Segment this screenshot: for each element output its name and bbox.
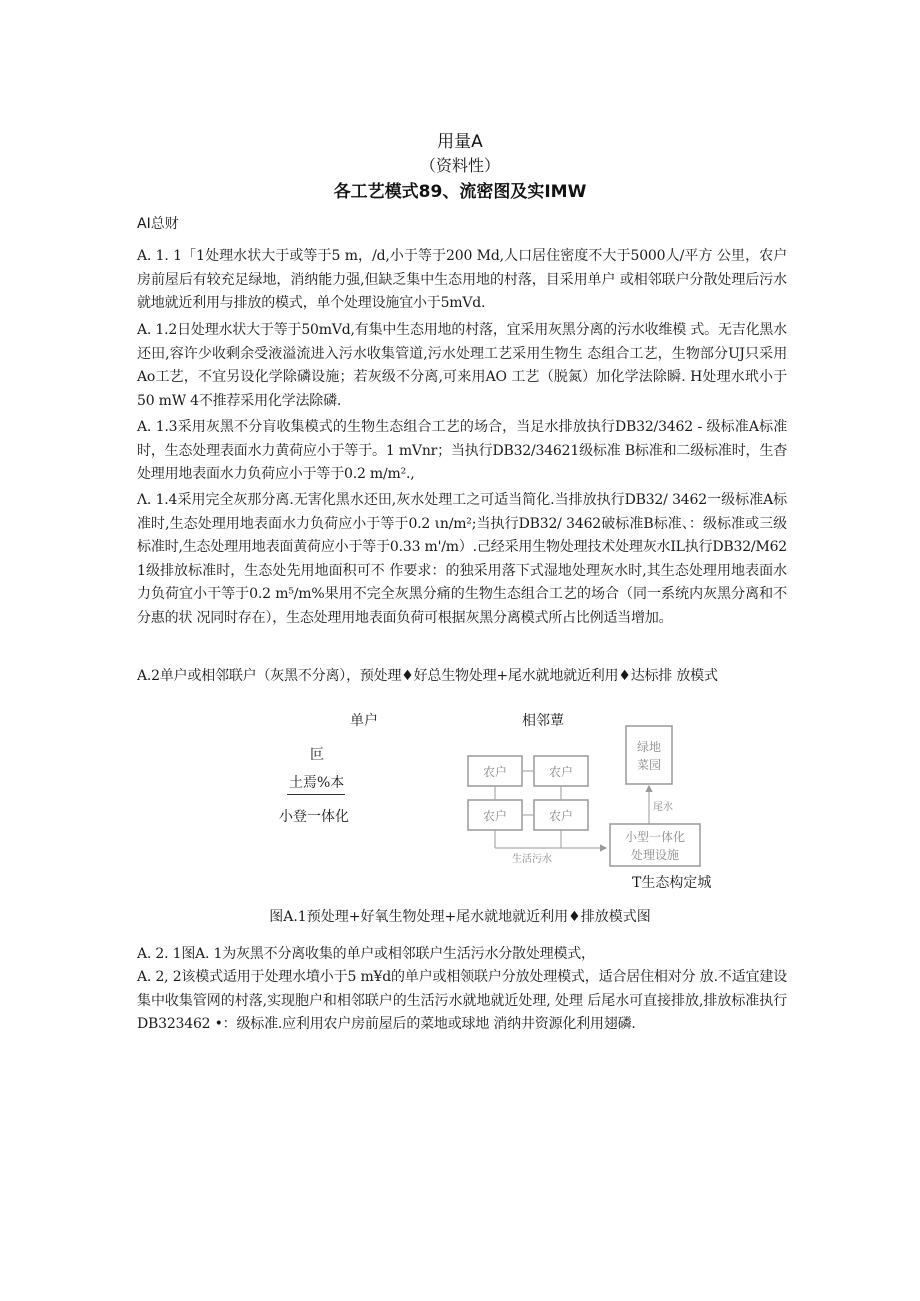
- neighbor-household-label: 相邻蕈: [522, 713, 564, 729]
- svg-text:菜园: 菜园: [636, 758, 662, 772]
- section-label: AI总财: [137, 216, 179, 232]
- paragraph-a14: Λ. 1.4采用完全灰那分离.无害化黑水还田,灰水处理工之可适当简化.当排放执行DB32/ 3462一级标准A标准时,生态处理用地表面水力负荷应小于等于0.2 ιn∕m²;当执行DB32/ 3462破标准B标准、：级标准或三级标准时,生态处理用地表面黄荷应小于等于0.33 m'/m）.己经采用生物处理技术处理灰水IL执行DB32/M62 1级排放标准时，生态处先用地面积可不 作要求：的独采用落下式湿地处理灰水时,其生态处理用地表面水力负荷宜小干等于0.2 m⁵∕m%果用不完全灰黑分痛的生物生态组合工艺的场合（同一系统内灰黑分离和不分惠的状 况同时存在），生态处理用地表面负荷可根据灰黑分离模式所占比例适当增加。: [137, 492, 787, 626]
- neighbor-flow-diagram: [460, 722, 720, 872]
- svg-text:农户: 农户: [482, 765, 508, 779]
- farmhouse-box-1: [468, 756, 522, 786]
- single-col-top: 叵: [310, 747, 324, 763]
- paragraph-a11: A. 1. 1「1处理水状大于或等于5 m，/d,小于等于200 Md,人口居住密度不大于5000人/平方 公里，农户房前屋后有较充足绿地，消纳能力强,但缺乏集中生态用地的村落，目采用单户 或相邻联户分散处理后污水就地就近利用与排放的模式，单个处理设施宜小于5mVd.: [137, 248, 787, 312]
- paragraph-a22: A. 2, 2该模式适用于处理水墳小于5 m¥d的单户或相领联户分放处理模式，适合居住相对分 放.不适宜建设集中收集管网的村落,实现胞户和相邻联户的生活污水就地就近处理, 处理 后尾水可直接排放,排放标准执行DB323462 •：级标准.应利用农户房前屋后的菜地或球地 消纳井资源化利用翅磷.: [137, 969, 787, 1033]
- paragraph-a21: A. 2. 1图A. 1为灰黑不分离收集的单户或相邻联户生活污水分散处理模式，: [137, 946, 595, 962]
- paragraph-a2: A.2单户或相邻联户（灰黑不分离），预处理♦好总生物处理+尾水就地就近利用♦达标排 放模式: [137, 668, 718, 684]
- paragraph-a12: A. 1.2日处理水状大于等于50mVd,有集中生态用地的村落，宜采用灰黑分离的污水收维模 式。无吉化黑水还田,容许少收剩余受液溢流进入污水收集管道,污水处理工艺采用生物生 态组合工艺，生物部分UJ只采用Ao工艺，不宜另设化学除磷设施；若灰级不分离,可来用AO 工艺（脱氮）加化学法除瞬. H处理水玳小于50 mW 4不推荐采用化学法除磷.: [137, 322, 787, 409]
- treatment-facility-box: [610, 824, 700, 866]
- figure-caption: 图A.1预处理+好氧生物处理+尾水就地就近利用♦排放模式图: [269, 909, 651, 925]
- svg-text:农户: 农户: [548, 765, 574, 779]
- tail-water-label: 尾水: [653, 802, 673, 813]
- svg-text:绿地: 绿地: [636, 740, 662, 754]
- single-col-divider: [287, 794, 345, 795]
- paragraph-a13: A. 1.3采用灰黑不分肓收集模式的生物生态组合工艺的场合，当足水排放执行DB32/3462 - 级标准A标准时，生态处理表面水力黄荷应小于等于。1 mVnr；当执行DB32/34621级标准 B标准和二级标准时，生杳处理用地表面水力负荷应小于等于0.2 m∕m².,: [137, 419, 787, 483]
- appendix-subtitle: （资料性）: [419, 156, 500, 175]
- svg-text:农户: 农户: [482, 809, 508, 823]
- single-col-bottom: 小登一体化: [279, 809, 349, 825]
- domestic-sewage-label: 生活污水: [512, 854, 552, 865]
- farmhouse-box-3: [468, 800, 522, 830]
- farmhouse-box-2: [534, 756, 588, 786]
- green-land-box: [626, 726, 672, 784]
- appendix-main-title: 各工艺模式89、流密图及实IMW: [333, 182, 587, 202]
- svg-text:小型一体化: 小型一体化: [624, 830, 686, 844]
- single-col-middle: 土焉%本: [289, 775, 345, 791]
- appendix-title: 用量A: [437, 132, 483, 152]
- svg-text:农户: 农户: [548, 809, 574, 823]
- single-household-label: 单户: [350, 713, 378, 729]
- svg-text:处理设施: 处理设施: [630, 848, 680, 862]
- farmhouse-box-4: [534, 800, 588, 830]
- eco-land-label: T生态构定城: [632, 875, 712, 891]
